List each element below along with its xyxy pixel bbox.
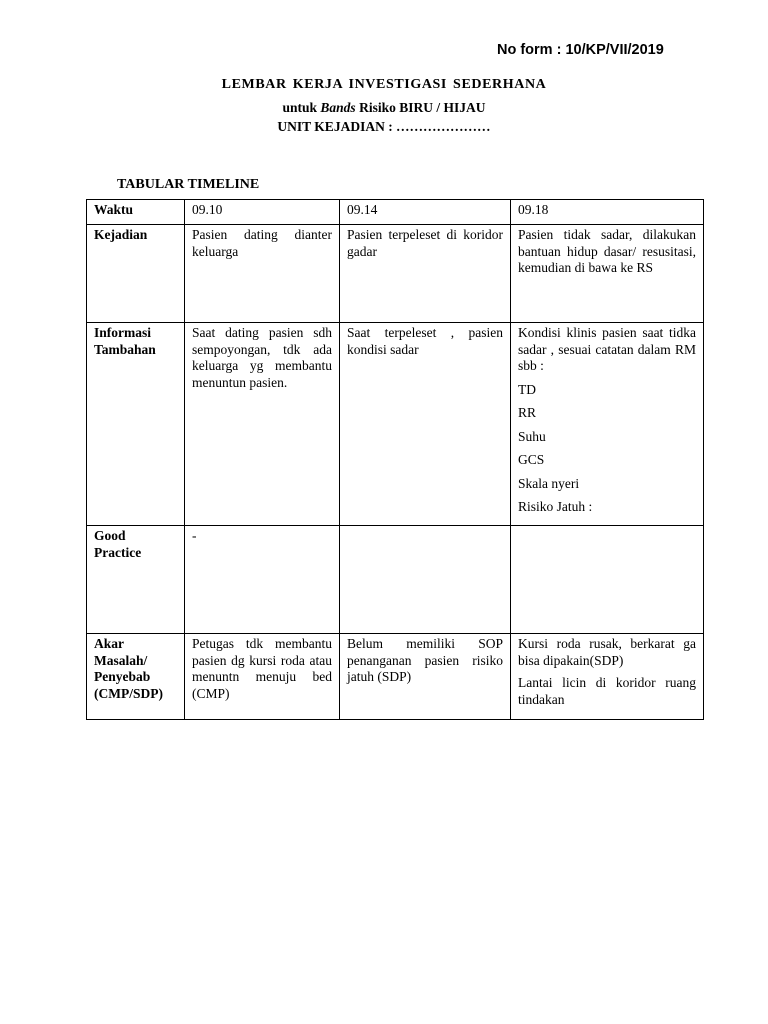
row-header-line: Tambahan: [94, 341, 156, 357]
kejadian-cell-1: Pasien dating dianter keluarga: [185, 225, 340, 323]
akar-cell-1: Petugas tdk membantu pasien dg kursi roda atau menuntn menuju bed (CMP): [185, 634, 340, 720]
akar-cell-2: Belum memiliki SOP penanganan pasien risiko jatuh (SDP): [340, 634, 511, 720]
list-item-suhu: Suhu: [518, 428, 546, 444]
subtitle-bands: Bands: [320, 100, 356, 115]
informasi-cell-1: Saat dating pasien sdh sempoyongan, tdk ada keluarga yg membantu menuntun pasien.: [185, 323, 340, 526]
list-item-rr: RR: [518, 405, 537, 420]
list-item-risiko-jatuh: Risiko Jatuh :: [518, 499, 593, 514]
row-header-akar-masalah: [87, 634, 185, 720]
row-informasi: [87, 323, 704, 526]
timeline-table: [86, 199, 704, 720]
good-practice-cell-3: [511, 526, 704, 634]
informasi-intro: Kondisi klinis pasien saat tidka sadar , sesuai catatan dalam RM sbb :: [518, 325, 696, 373]
row-header-line: Masalah/: [94, 652, 148, 668]
subtitle-prefix: untuk: [282, 100, 321, 115]
row-header-kejadian: Kejadian: [87, 225, 185, 323]
list-item-gcs: GCS: [518, 452, 545, 467]
akar-paragraph-2: Lantai licin di koridor ruang tindakan: [518, 675, 696, 707]
row-header-waktu: Waktu: [87, 200, 185, 225]
kejadian-cell-2: Pasien terpeleset di koridor gadar: [340, 225, 511, 323]
waktu-cell-1: 09.10: [185, 200, 340, 225]
kejadian-cell-3: Pasien tidak sadar, dilakukan bantuan hidup dasar/ resusitasi, kemudian di bawa ke RS: [511, 225, 704, 323]
document-subtitle: [0, 100, 768, 116]
row-header-good-practice: [87, 526, 185, 634]
document-title: LEMBAR KERJA INVESTIGASI SEDERHANA: [221, 77, 547, 92]
akar-paragraph-1: Kursi roda rusak, berkarat ga bisa dipakain(SDP): [518, 636, 696, 668]
list-item-skala-nyeri: Skala nyeri: [518, 475, 580, 491]
row-waktu: [87, 200, 704, 225]
row-header-line: (CMP/SDP): [94, 685, 163, 701]
row-header-line: Practice: [94, 544, 142, 560]
akar-cell-3: [511, 634, 704, 720]
section-title: TABULAR TIMELINE: [117, 177, 260, 192]
row-header-line: Good: [94, 528, 126, 543]
row-header-informasi: [87, 323, 185, 526]
informasi-cell-2: Saat terpeleset , pasien kondisi sadar: [340, 323, 511, 526]
row-good-practice: [87, 526, 704, 634]
unit-kejadian: UNIT KEJADIAN : …………………: [277, 119, 491, 134]
row-akar-masalah: [87, 634, 704, 720]
good-practice-cell-2: [340, 526, 511, 634]
row-header-line: Informasi: [94, 325, 151, 340]
good-practice-cell-1: -: [185, 526, 340, 634]
row-header-line: Akar: [94, 636, 124, 651]
row-kejadian: [87, 225, 704, 323]
row-header-line: Penyebab: [94, 669, 151, 684]
informasi-cell-3: [511, 323, 704, 526]
form-number: No form : 10/KP/VII/2019: [497, 42, 664, 58]
subtitle-suffix: Risiko BIRU / HIJAU: [355, 100, 486, 115]
list-item-td: TD: [518, 381, 536, 397]
waktu-cell-3: 09.18: [511, 200, 704, 225]
waktu-cell-2: 09.14: [340, 200, 511, 225]
